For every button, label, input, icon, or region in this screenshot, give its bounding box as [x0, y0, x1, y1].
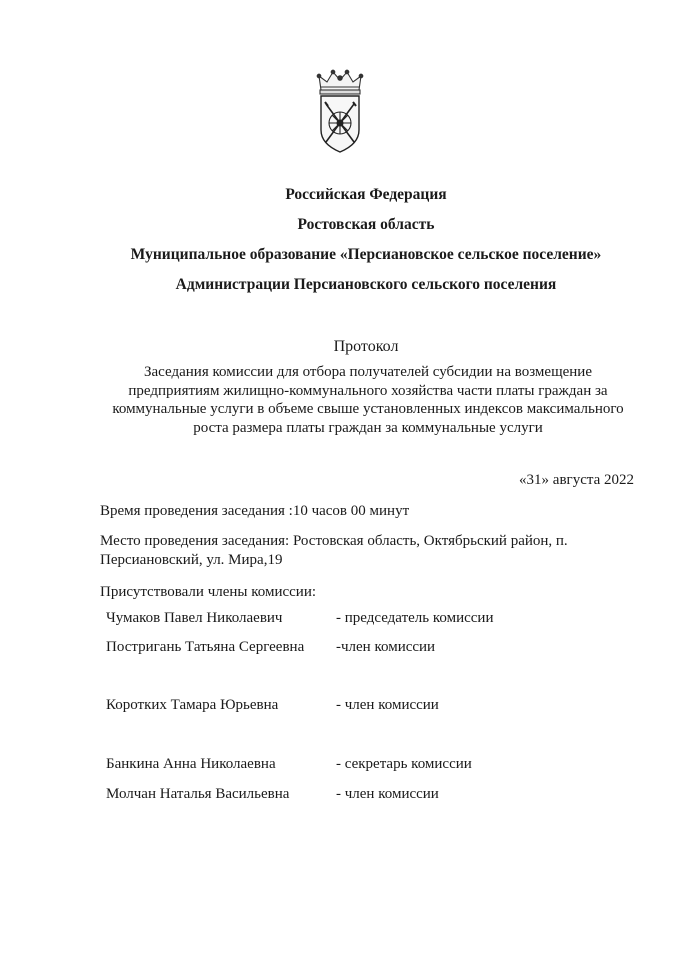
header-country: Российская Федерация [285, 186, 447, 203]
member-role: - член комиссии [336, 786, 439, 802]
header-administration: Администрации Персиановского сельского поселения [175, 276, 557, 293]
member-role: -член комиссии [336, 639, 436, 655]
meeting-place: Место проведения заседания: Ростовская область, Октябрьский район, п. Персиановский, ул. Мира,19 [100, 533, 568, 568]
member-name: Молчан Наталья Васильевна [106, 786, 290, 802]
header-municipality: Муниципальное образование «Персиановское сельское поселение» [130, 246, 602, 263]
header-region: Ростовская область [297, 216, 435, 233]
member-name: Коротких Тамара Юрьевна [106, 697, 279, 713]
document-title: Протокол [333, 338, 399, 355]
document-date: «31» августа 2022 [519, 472, 634, 488]
member-role: - член комиссии [336, 697, 439, 713]
present-label: Присутствовали члены комиссии: [100, 584, 317, 600]
member-role: - секретарь комиссии [336, 756, 472, 772]
meeting-time: Время проведения заседания :10 часов 00 минут [100, 503, 410, 519]
member-name: Чумаков Павел Николаевич [106, 610, 283, 626]
member-name: Банкина Анна Николаевна [106, 756, 276, 772]
document-subject: Заседания комиссии для отбора получателей субсидии на возмещение предприятиям жилищно-коммунального хозяйства части платы граждан за коммунальные услуги в объеме свыше установленных индексов максимального роста размера платы граждан за коммунальные услуги [112, 364, 624, 436]
member-role: - председатель комиссии [336, 610, 494, 626]
coat-of-arms-icon [313, 68, 367, 154]
member-name: Постригань Татьяна Сергеевна [106, 639, 305, 655]
